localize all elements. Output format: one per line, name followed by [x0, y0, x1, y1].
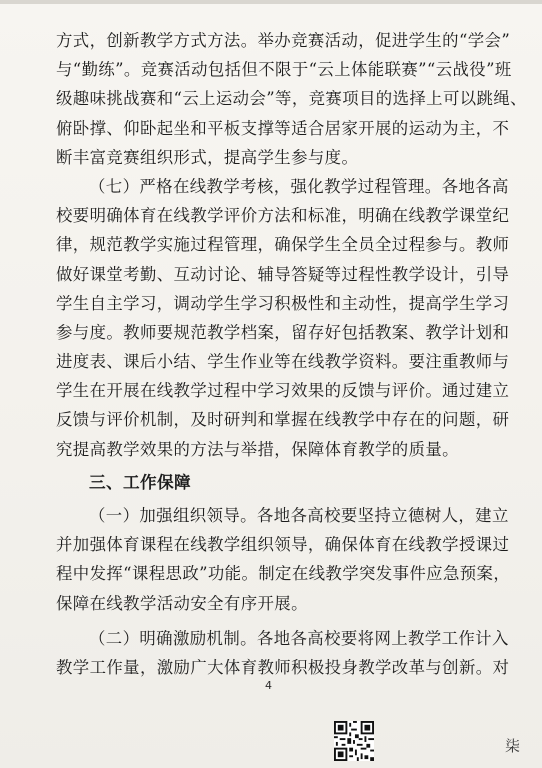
text-line: 断丰富竞赛组织形式，提高学生参与度。: [56, 147, 359, 167]
text-line: 程中发挥“课程思政”功能。制定在线教学突发事件应急预案，: [56, 564, 511, 584]
text-line: 律，规范教学实施过程管理，确保学生全员全过程参与。教师: [56, 235, 510, 255]
qr-code-icon: [334, 721, 374, 761]
text-line: 级趣味挑战赛和“云上运动会”等，竞赛项目的选择上可以跳绳、: [56, 89, 527, 109]
text-line: 保障在线教学活动安全有序开展。: [56, 593, 308, 613]
page-number: 4: [265, 679, 272, 692]
paragraph-start-line: （七）严格在线教学考核，强化教学过程管理。各地各高: [89, 176, 509, 196]
text-line: 俯卧撑、仰卧起坐和平板支撑等适合居家开展的运动为主，不: [56, 118, 510, 138]
paragraph-start-line: （二）明确激励机制。各地各高校要将网上教学工作计入: [89, 628, 509, 648]
text-line: 究提高教学效果的方法与举措，保障体育教学的质量。: [56, 439, 459, 459]
scan-edge: [0, 0, 542, 4]
text-line: 反馈与评价机制，及时研判和掌握在线教学中存在的问题，研: [56, 410, 510, 430]
corner-mark: 柒: [505, 737, 521, 755]
text-line: 进度表、课后小结、学生作业等在线教学资料。要注重教师与: [56, 352, 510, 372]
text-line: 方式，创新教学方式方法。举办竞赛活动，促进学生的“学会”: [56, 31, 511, 50]
text-line: 校要明确体育在线教学评价方法和标准，明确在线教学课堂纪: [56, 206, 510, 226]
paragraph-start-line: （一）加强组织领导。各地各高校要坚持立德树人，建立: [89, 506, 509, 525]
document-body: [56, 26, 527, 682]
text-line: 教学工作量，激励广大体育教师积极投身教学改革与创新。对: [56, 657, 510, 677]
text-line: 学生自主学习，调动学生学习积极性和主动性，提高学生学习: [56, 293, 510, 313]
text-line: 做好课堂考勤、互动讨论、辅导答疑等过程性教学设计，引导: [56, 264, 510, 284]
text-line: 参与度。教师要规范教学档案，留存好包括教案、教学计划和: [56, 322, 510, 342]
section-heading: 三、工作保障: [89, 472, 191, 492]
text-line: 学生在开展在线教学过程中学习效果的反馈与评价。通过建立: [56, 381, 510, 401]
text-line: 并加强体育课程在线教学组织领导，确保体育在线教学授课过: [56, 535, 510, 555]
text-line: 与“勤练”。竞赛活动包括但不限于“云上体能联赛”“云战役”班: [56, 60, 512, 80]
